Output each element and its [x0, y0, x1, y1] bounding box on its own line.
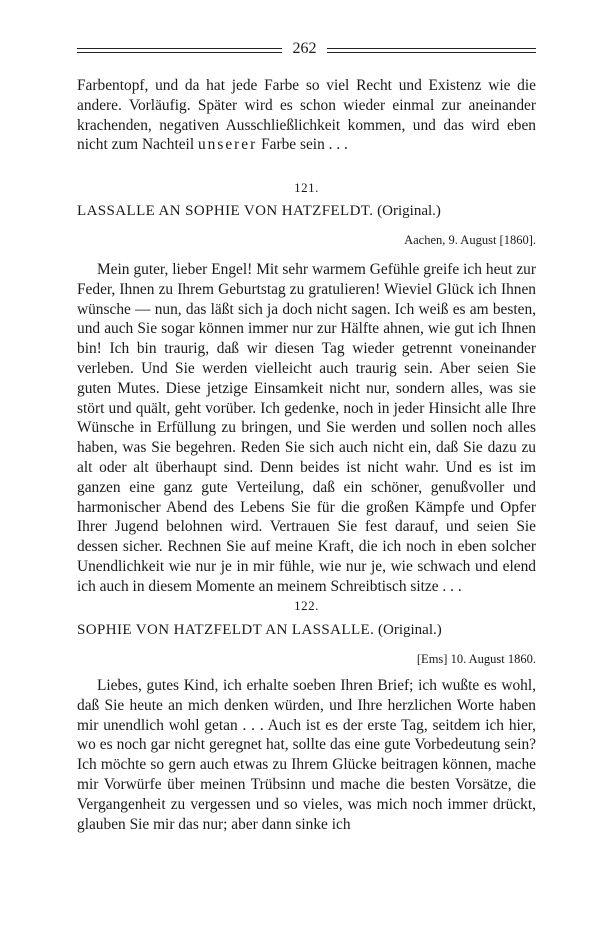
- letter-dateline: Aachen, 9. August [1860].: [404, 233, 536, 247]
- running-header: [77, 40, 536, 60]
- letter-body: Mein guter, lieber Engel! Mit sehr warmem Gefühle greife ich heut zur Feder, Ihnen zu Ihrem Geburtstag zu gratulieren! Wieviel Glück ich Ihnen wünsche — nun, das läßt sich ja doch nicht sagen. Ich weiß es am besten, und auch Sie sogar können immer nur zur Hälfte ahnen, wie gut ich Ihnen bin! Ich bin traurig, daß wir diesen Tag wieder getrennt voneinander verleben. Und Sie werden vielleicht auch traurig sein. Aber seien Sie guten Mutes. Diese jetzige Einsamkeit nicht nur, sondern alles, was sie stört und quält, geht vorüber. Ich gedenke, noch in jeder Hinsicht alle Ihre Wünsche in Erfüllung zu bringen, und Sie werden und sollen noch alles haben, was Sie begehren. Reden Sie sich auch nicht ein, daß Sie dazu zu alt oder alt überhaupt sind. Denn beides ist nicht wahr. Und es ist im ganzen eine ganz gute Verteilung, daß ein schöner, genußvoller und harmonischer Abend des Lebens Sie für die großen Kämpfe und Opfer Ihrer Jugend belohnen wird. Vertrauen Sie fest darauf, und seien Sie dessen sicher. Rechnen Sie auf meine Kraft, die ich noch in eben solcher Unendlichkeit wie nur je in mir fühle, wie nur je, wie schwach und elend ich auch in diesem Momente an meinem Schreibtisch sitze . . .: [77, 261, 536, 595]
- letter-title-heading: LASSALLE AN SOPHIE VON HATZFELDT.: [77, 203, 374, 219]
- letter-title-heading: SOPHIE VON HATZFELDT AN LASSALLE.: [77, 622, 375, 638]
- letter-title: [77, 203, 536, 220]
- letter-number: 122.: [294, 598, 319, 613]
- letter-body: Liebes, gutes Kind, ich erhalte soeben Ihren Brief; ich wußte es wohl, daß Sie heute an mich denken würden, und Ihre herzlichen Worte haben mir unendlich wohl getan . . . Auch ist es der erste Tag, seitdem ich hier, wo es noch gar nicht geregnet hat, sollte das eine gute Vorbedeutung sein? Ich möchte so gern auch etwas zu Ihrem Glücke beitragen können, mache mir Vorwürfe über meinen Trübsinn und mache die besten Vorsätze, die Vergangenheit zu vergessen und so vieles, was mich noch immer drückt, glauben Sie mir das nur; aber dann sinke ich: [77, 677, 536, 833]
- letter-number: 121.: [294, 180, 319, 195]
- continuation-emphasis: unserer: [197, 136, 258, 154]
- letter-title-note: (Original.): [378, 622, 442, 638]
- letter-title: [77, 622, 536, 639]
- header-rule-left: [77, 48, 282, 53]
- page-number: 262: [292, 40, 317, 57]
- letter-dateline: [Ems] 10. August 1860.: [416, 652, 536, 666]
- continuation-paragraph: [77, 76, 536, 155]
- header-rule-right: [327, 48, 536, 53]
- continuation-text-after: Farbe sein . . .: [257, 136, 348, 154]
- letter-title-note: (Original.): [377, 203, 441, 219]
- continuation-text-before: Farbentopf, und da hat jede Farbe so viel Recht und Existenz wie die andere. Vorläufig. Später wird es schon wieder einmal zur aneinander krachenden, negativen Ausschließlichkeit kommen, und das wird eben nicht zum Nachteil: [77, 77, 536, 154]
